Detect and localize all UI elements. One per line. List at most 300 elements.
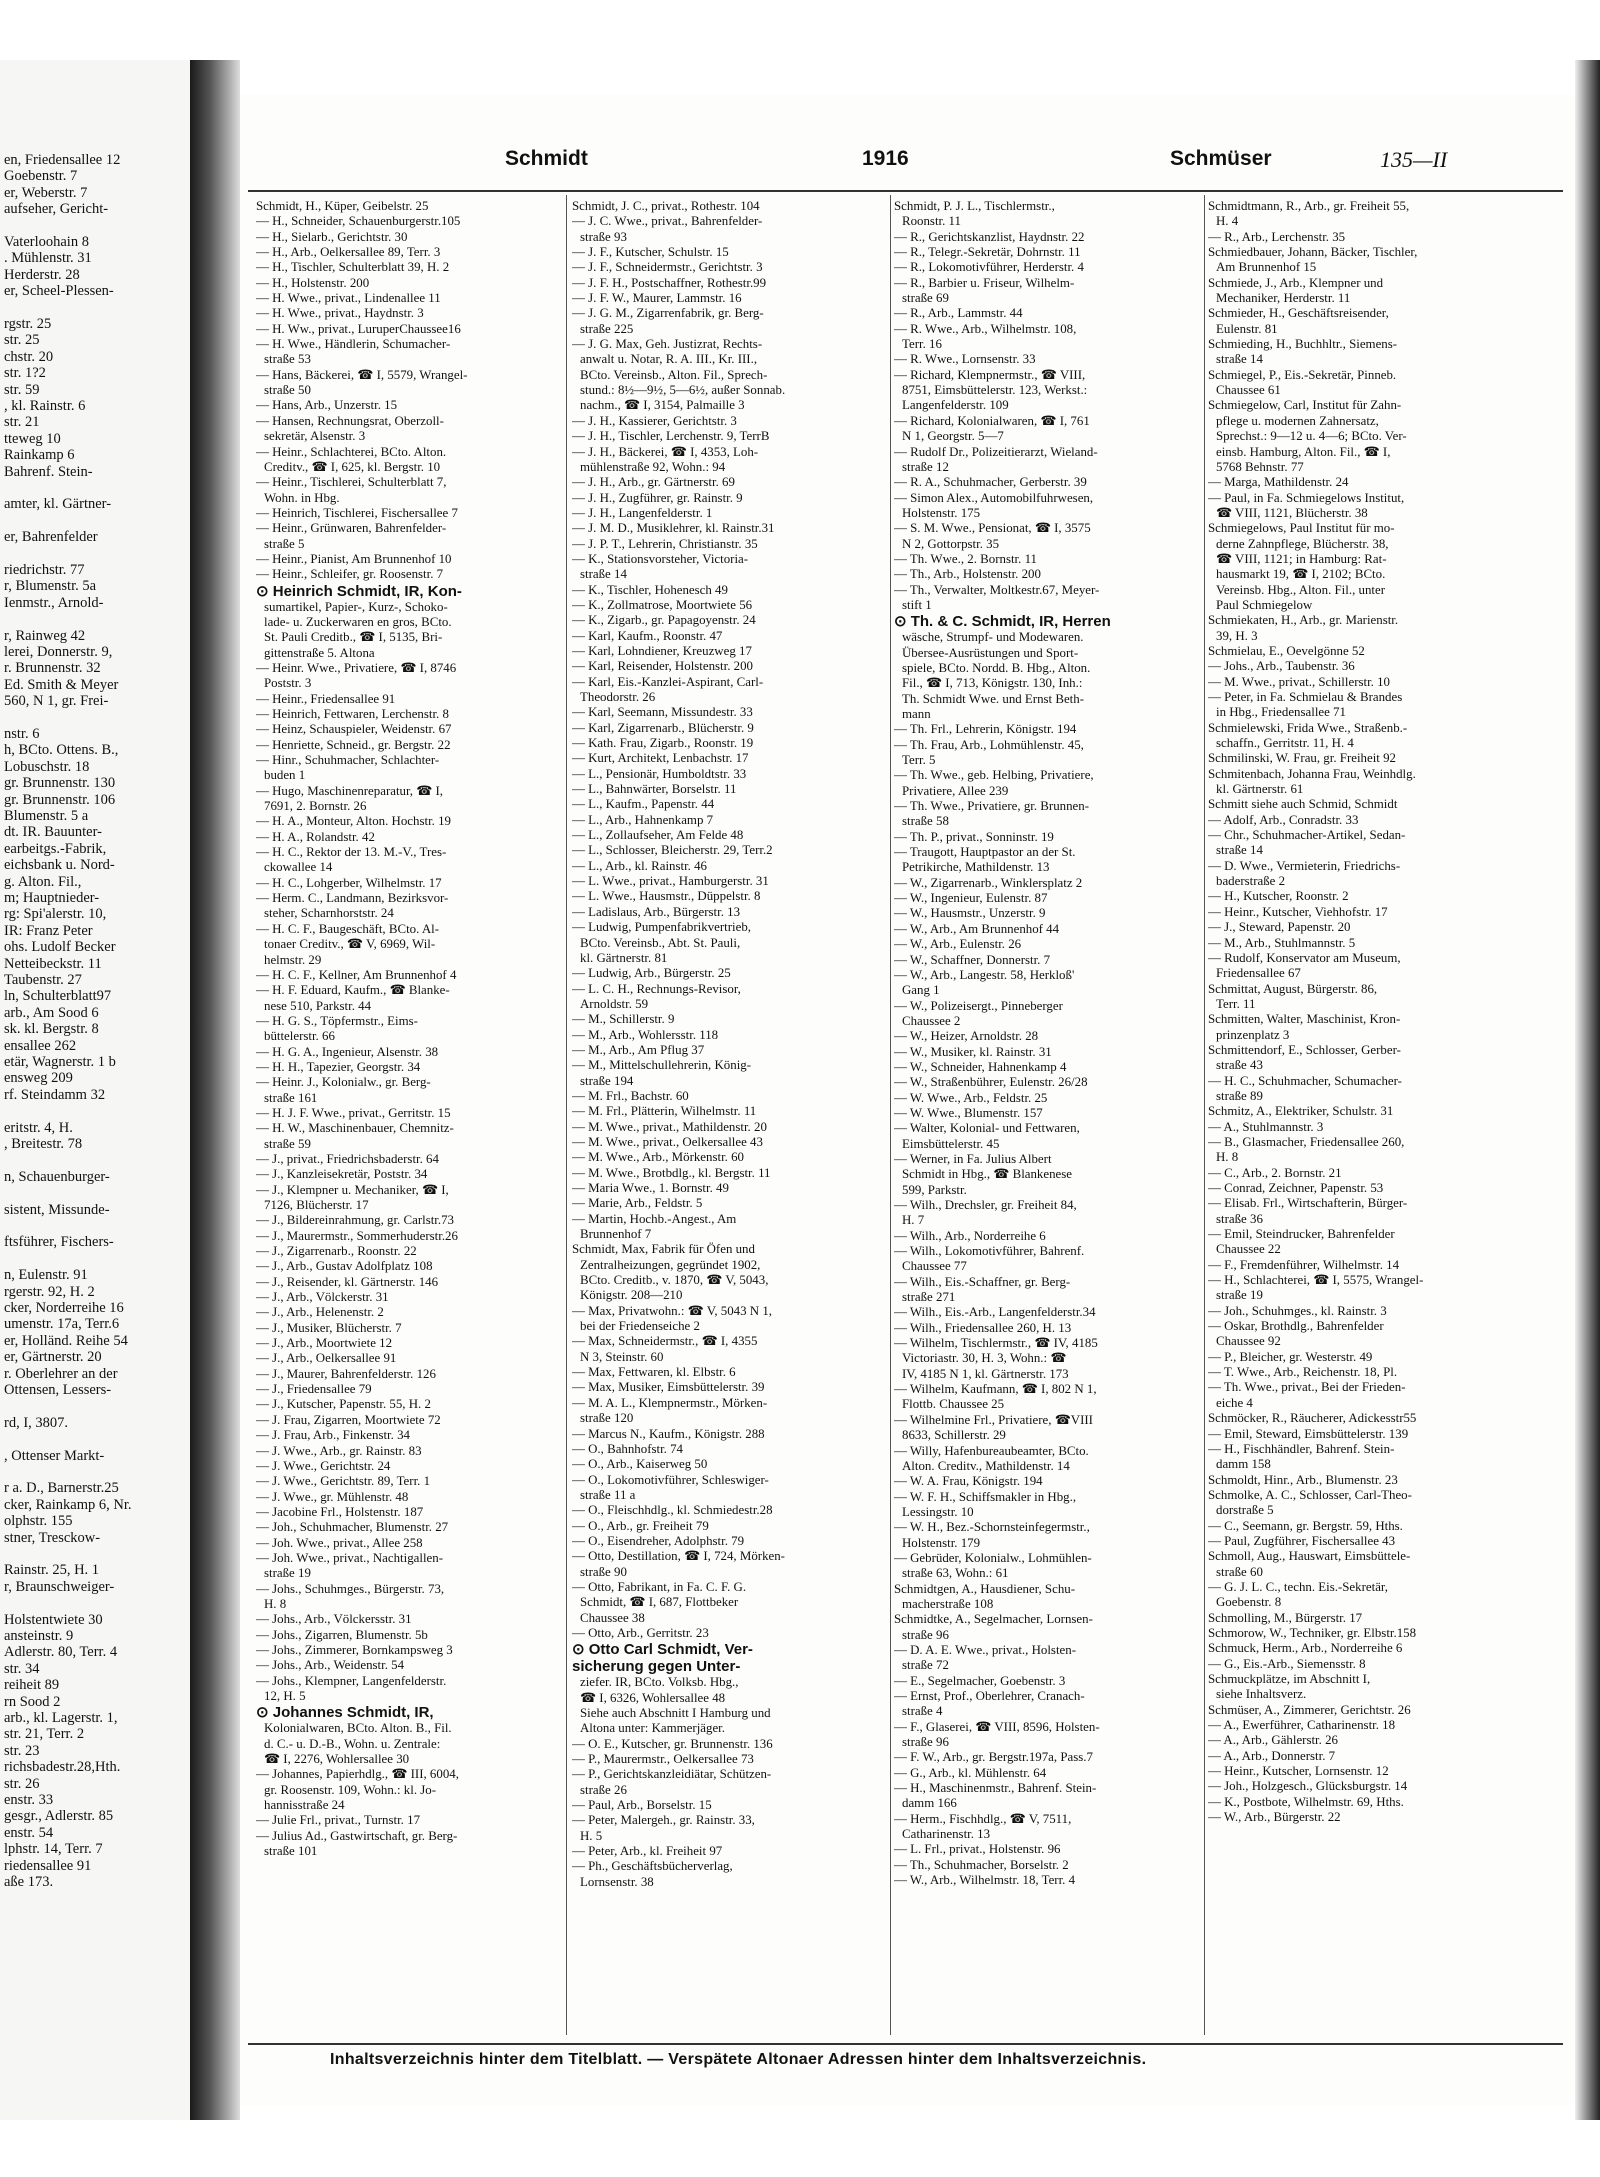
directory-entry: — Richard, Kolonialwaren, ☎ I, 761 (894, 413, 1090, 428)
directory-entry: Am Brunnenhof 15 (1216, 260, 1317, 275)
directory-entry: — Th. Wwe., privat., Bei der Frieden- (1208, 1380, 1406, 1395)
directory-entry: — Heinr. Wwe., Privatiere, ☎ I, 8746 (256, 660, 457, 675)
previous-page-line: Ienmstr., Arnold- (4, 594, 104, 611)
directory-entry: — Wilh., Arb., Norderreihe 6 (894, 1228, 1046, 1243)
directory-entry: — Ludwig, Arb., Bürgerstr. 25 (572, 966, 731, 981)
directory-entry: — J. Wwe., Arb., gr. Rainstr. 83 (256, 1443, 422, 1458)
previous-page-line: umenstr. 17a, Terr.6 (4, 1316, 120, 1333)
directory-entry: Schmidtmann, R., Arb., gr. Freiheit 55, (1208, 199, 1410, 213)
previous-page-line: Rainkamp 6 (4, 447, 75, 464)
directory-entry: — J., privat., Friedrichsbaderstr. 64 (256, 1151, 439, 1166)
directory-entry: Kolonialwaren, BCto. Alton. B., Fil. (264, 1721, 452, 1736)
directory-entry: — Th., Schuhmacher, Borselstr. 2 (894, 1857, 1069, 1872)
previous-page-line: Ed. Smith & Meyer (4, 676, 119, 693)
directory-entry: Terr. 5 (902, 753, 936, 768)
directory-entry: — H. A., Monteur, Alton. Hochstr. 19 (256, 814, 451, 829)
previous-page-line: Netteibeckstr. 11 (4, 955, 102, 972)
directory-entry: — Herm., Fischhdlg., ☎ V, 7511, (894, 1811, 1072, 1826)
directory-entry: straße 14 (1216, 843, 1263, 858)
directory-entry: — W. F. H., Schiffsmakler in Hbg., (894, 1489, 1077, 1504)
directory-entry: — Rudolf, Konservator am Museum, (1208, 950, 1401, 965)
previous-page-line: reiheit 89 (4, 1677, 60, 1694)
directory-entry: Siehe auch Abschnitt I Hamburg und (580, 1706, 771, 1720)
directory-entry: — K., Postbote, Wilhelmstr. 69, Hths. (1208, 1794, 1404, 1809)
directory-entry: mann (902, 707, 931, 721)
directory-entry: — W., Musiker, kl. Rainstr. 31 (894, 1044, 1052, 1059)
directory-entry: kl. Gärtnerstr. 81 (580, 950, 668, 965)
header-right-keyword: Schmüser (1170, 147, 1272, 170)
directory-entry: — J., Bildereinrahmung, gr. Carlstr.73 (256, 1213, 454, 1228)
directory-entry: — J., Steward, Papenstr. 20 (1208, 920, 1351, 935)
directory-entry: — Th. Wwe., Privatiere, gr. Brunnen- (894, 799, 1089, 814)
directory-entry: — Th. Wwe., 2. Bornstr. 11 (894, 551, 1037, 566)
directory-entry: 39, H. 3 (1216, 628, 1258, 643)
directory-entry: — P., Maurermstr., Oelkersallee 73 (572, 1752, 754, 1767)
directory-entry: straße 11 a (580, 1487, 636, 1502)
directory-entry: — H. C. F., Kellner, Am Brunnenhof 4 (256, 967, 457, 982)
previous-page-line: Lobuschstr. 18 (4, 758, 90, 775)
directory-entry: — Paul, Arb., Borselstr. 15 (572, 1798, 712, 1813)
directory-entry: — M., Schillerstr. 9 (572, 1012, 675, 1027)
previous-page-line: r. Brunnenstr. 32 (4, 660, 101, 677)
directory-entry: — W. A. Frau, Königstr. 194 (894, 1474, 1043, 1489)
directory-entry: — Johs., Arb., Weidenstr. 54 (256, 1658, 405, 1673)
previous-page-line: er, Bahrenfelder (4, 529, 98, 546)
directory-entry: — W., Arb., Wilhelmstr. 18, Terr. 4 (894, 1873, 1076, 1888)
directory-entry: — L., Bahnwärter, Borselstr. 11 (572, 782, 737, 797)
directory-entry: BCto. Vereinsb., Abt. St. Pauli, (580, 935, 741, 950)
directory-entry: straße 161 (264, 1090, 318, 1105)
directory-entry: — Heinrich, Tischlerei, Fischersallee 7 (256, 505, 458, 520)
directory-entry: — H., Arb., Oelkersallee 89, Terr. 3 (256, 245, 441, 260)
previous-page-line: rgstr. 25 (4, 316, 52, 332)
directory-entry: hausmarkt 19, ☎ I, 2102; BCto. (1216, 567, 1386, 582)
directory-entry: — J. P. T., Lehrerin, Christianstr. 35 (572, 536, 758, 551)
previous-page-line: rf. Steindamm 32 (4, 1086, 106, 1103)
directory-entry: — K., Tischler, Hohenesch 49 (572, 582, 728, 597)
directory-entry: — Heinr., Grünwaren, Bahrenfelder- (256, 521, 447, 536)
directory-entry: gr. Roosenstr. 109, Wohn.: kl. Jo- (264, 1782, 437, 1797)
directory-entry: — Jacobine Frl., Holstenstr. 187 (256, 1504, 424, 1519)
directory-entry: ckowallee 14 (264, 860, 333, 875)
directory-entry: — W., Arb., Bürgerstr. 22 (1208, 1810, 1341, 1825)
directory-entry: — Johs., Zigarren, Blumenstr. 5b (256, 1627, 428, 1642)
directory-entry: — Peter, Arb., kl. Freiheit 97 (572, 1844, 723, 1859)
previous-page-line: str. 23 (4, 1742, 40, 1759)
directory-entry: — J. F. H., Postschaffner, Rothestr.99 (572, 275, 767, 290)
directory-entry: — M., Arb., Am Pflug 37 (572, 1042, 705, 1057)
directory-entry: — J., Musiker, Blücherstr. 7 (256, 1320, 402, 1335)
directory-entry: derne Zahnpflege, Blücherstr. 38, (1216, 536, 1389, 551)
directory-entry: — O., Lokomotivführer, Schleswiger- (572, 1472, 769, 1487)
directory-entry: Chaussee 92 (1216, 1334, 1281, 1349)
directory-entry: — Marcus N., Kaufm., Königstr. 288 (572, 1426, 765, 1441)
directory-entry: — J. Frau, Arb., Finkenstr. 34 (256, 1428, 410, 1443)
directory-entry: — J., Kanzleisekretär, Poststr. 34 (256, 1167, 428, 1182)
directory-entry: Catharinenstr. 13 (902, 1827, 991, 1842)
directory-entry: wäsche, Strumpf- und Modewaren. (902, 630, 1084, 645)
directory-entry: — Elisab. Frl., Wirtschafterin, Bürger- (1208, 1196, 1408, 1211)
previous-page-line: str. 34 (4, 1660, 40, 1677)
directory-entry: — Richard, Klempnermstr., ☎ VIII, (894, 367, 1086, 382)
directory-entry: — Karl, Seemann, Missundestr. 33 (572, 705, 753, 720)
directory-entry: 7126, Blücherstr. 17 (264, 1198, 369, 1212)
directory-entry: Privatiere, Allee 239 (902, 783, 1009, 798)
directory-entry: — J., Arb., Völckerstr. 31 (256, 1290, 389, 1305)
directory-entry: — Julius Ad., Gastwirtschaft, gr. Berg- (256, 1828, 458, 1843)
directory-entry: H. 8 (264, 1596, 287, 1611)
directory-entry: — Heinr., Schleifer, gr. Roosenstr. 7 (256, 567, 444, 582)
directory-entry: — Max, Fettwaren, kl. Elbstr. 6 (572, 1365, 736, 1380)
directory-entry: — Emil, Steward, Eimsbüttelerstr. 139 (1208, 1426, 1409, 1441)
directory-entry: — G. J. L. C., techn. Eis.-Sekretär, (1208, 1579, 1388, 1594)
directory-entry: — J. F., Schneidermstr., Gerichtstr. 3 (572, 260, 763, 275)
previous-page-line: eritstr. 4, H. (4, 1119, 73, 1136)
directory-entry: — Julie Frl., privat., Turnstr. 17 (256, 1813, 421, 1828)
directory-entry: — Th., Arb., Holstenstr. 200 (894, 567, 1041, 582)
directory-entry: — W., Ingenieur, Eulenstr. 87 (894, 891, 1048, 906)
directory-entry: einsb. Hamburg, Alton. Fil., ☎ I, (1216, 444, 1391, 459)
previous-page-line: cker, Norderreihe 16 (4, 1300, 124, 1316)
directory-entry: — Joh., Schuhmacher, Blumenstr. 27 (256, 1520, 449, 1535)
previous-page-line: r, Rainweg 42 (4, 627, 86, 644)
directory-entry: — Ladislaus, Arb., Bürgerstr. 13 (572, 904, 741, 919)
directory-entry: — W., Zigarrenarb., Winklersplatz 2 (894, 875, 1083, 890)
directory-entry: — Heinr., Kutscher, Lornsenstr. 12 (1208, 1764, 1389, 1779)
directory-entry: — Heinr., Friedensallee 91 (256, 691, 396, 706)
directory-entry: eiche 4 (1216, 1395, 1253, 1410)
column-rule (890, 195, 891, 2035)
directory-entry: 12, H. 5 (264, 1689, 306, 1703)
directory-entry: — L., Pensionär, Humboldtstr. 33 (572, 766, 747, 781)
directory-entry: sekretär, Alsenstr. 3 (264, 429, 366, 444)
directory-entry: — C., Arb., 2. Bornstr. 21 (1208, 1165, 1342, 1180)
directory-entry: — Joh. Wwe., privat., Nachtigallen- (256, 1550, 443, 1565)
directory-entry: — Hinr., Schuhmacher, Schlachter- (256, 753, 440, 768)
directory-entry: — L. Wwe., Hausmstr., Düppelstr. 8 (572, 889, 761, 904)
directory-entry: — H. Ww., privat., LuruperChaussee16 (256, 321, 461, 336)
directory-entry: — L. C. H., Rechnungs-Revisor, (572, 981, 741, 996)
previous-page-line: str. 25 (4, 332, 40, 349)
directory-entry: 8633, Schillerstr. 29 (902, 1428, 1006, 1443)
directory-entry: — H. H., Tapezier, Georgstr. 34 (256, 1059, 421, 1074)
directory-entry: straße 93 (580, 229, 627, 244)
directory-entry: — Chr., Schuhmacher-Artikel, Sedan- (1208, 828, 1406, 843)
directory-entry: — L., Kaufm., Papenstr. 44 (572, 797, 715, 812)
directory-entry: macherstraße 108 (902, 1596, 994, 1611)
directory-entry: gittenstraße 5. Altona (264, 645, 375, 660)
directory-entry: — W. H., Bez.-Schornsteinfegermstr., (894, 1520, 1090, 1535)
directory-entry: — Johs., Klempner, Langenfelderstr. (256, 1673, 447, 1688)
directory-entry: — T. Wwe., Arb., Reichenstr. 18, Pl. (1208, 1365, 1398, 1380)
directory-entry: straße 101 (264, 1844, 318, 1859)
directory-entry: Terr. 16 (902, 337, 942, 352)
directory-entry: siehe Inhaltsverz. (1216, 1687, 1307, 1702)
directory-entry: spiele, BCto. Nordd. B. Hbg., Alton. (902, 660, 1091, 675)
previous-page-line: Ottensen, Lessers- (4, 1382, 112, 1398)
directory-entry: Lornsenstr. 38 (580, 1874, 654, 1889)
previous-page-line: rd, I, 3807. (4, 1414, 69, 1431)
directory-entry: — L. Frl., privat., Holstenstr. 96 (894, 1842, 1061, 1857)
directory-entry: — Th., Verwalter, Moltkestr.67, Meyer- (894, 582, 1100, 597)
directory-entry: — Karl, Lohndiener, Kreuzweg 17 (572, 643, 752, 658)
directory-entry: straße 194 (580, 1073, 634, 1088)
directory-entry: straße 19 (1216, 1288, 1263, 1303)
directory-entry: — Johs., Arb., Taubenstr. 36 (1208, 659, 1355, 674)
directory-entry: — M. Wwe., Arb., Mörkenstr. 60 (572, 1150, 744, 1165)
previous-page-line: r a. D., Barnerstr.25 (4, 1480, 119, 1497)
directory-entry: — K., Zollmatrose, Moortwiete 56 (572, 597, 753, 612)
directory-entry: — H., Fischhändler, Bahrenf. Stein- (1208, 1441, 1395, 1456)
directory-entry: Schmöcker, R., Räucherer, Adickesstr55 (1208, 1411, 1417, 1426)
previous-page-line: lphstr. 14, Terr. 7 (4, 1841, 103, 1858)
directory-entry: — M., Arb., Stuhlmannstr. 5 (1208, 935, 1356, 950)
directory-entry: — H., Holstenstr. 200 (256, 275, 370, 290)
previous-page-line: nstr. 6 (4, 726, 40, 742)
directory-entry: Schmidt, ☎ I, 687, Flottbeker (580, 1595, 739, 1610)
directory-entry: — Heinrich, Fettwaren, Lerchenstr. 8 (256, 707, 449, 721)
directory-entry: — H., Maschinenmstr., Bahrenf. Stein- (894, 1781, 1097, 1796)
directory-entry: straße 271 (902, 1290, 956, 1305)
directory-entry: prinzenplatz 3 (1216, 1027, 1290, 1042)
directory-entry: — J. H., Arb., gr. Gärtnerstr. 69 (572, 475, 735, 490)
directory-entry: — J., Reisender, kl. Gärtnerstr. 146 (256, 1274, 439, 1289)
directory-entry: — M., Mittelschullehrerin, König- (572, 1058, 752, 1073)
directory-entry: — Ernst, Prof., Oberlehrer, Cranach- (894, 1689, 1085, 1703)
directory-entry: steher, Scharnhorststr. 24 (264, 906, 394, 921)
directory-entry: — J. H., Zugführer, gr. Rainstr. 9 (572, 490, 743, 505)
directory-entry: — R. A., Schuhmacher, Gerberstr. 39 (894, 475, 1087, 490)
directory-entry: — Oskar, Brothdlg., Bahrenfelder (1208, 1319, 1384, 1334)
directory-entry: — A., Arb., Donnerstr. 7 (1208, 1748, 1336, 1763)
directory-entry: Altona unter: Kammerjäger. (580, 1721, 725, 1736)
directory-entry: — O., Eisendreher, Adolphstr. 79 (572, 1533, 745, 1548)
directory-entry: nese 510, Parkstr. 44 (264, 998, 372, 1013)
directory-entry: — H. A., Rolandstr. 42 (256, 829, 375, 844)
previous-page-line: stner, Tresckow- (4, 1529, 101, 1546)
previous-page-line: . Mühlenstr. 31 (4, 250, 92, 267)
directory-entry: straße 4 (902, 1704, 943, 1719)
directory-entry: straße 14 (580, 567, 627, 582)
directory-entry: — J. H., Bäckerei, ☎ I, 4353, Loh- (572, 444, 759, 459)
directory-entry: Schmolke, A. C., Schlosser, Carl-Theo- (1208, 1487, 1412, 1502)
directory-entry: — H., Tischler, Schulterblatt 39, H. 2 (256, 260, 450, 275)
directory-entry: — J. F. W., Maurer, Lammstr. 16 (572, 291, 742, 306)
directory-entry: — R., Barbier u. Friseur, Wilhelm- (894, 275, 1075, 290)
directory-entry: Wohn. in Hbg. (264, 490, 340, 505)
directory-entry: Goebenstr. 8 (1216, 1595, 1282, 1610)
directory-entry: Schmieder, H., Geschäftsreisender, (1208, 306, 1389, 321)
directory-entry: stund.: 8½—9½, 5—6½, außer Sonnab. (580, 383, 786, 398)
directory-entry: — Hugo, Maschinenreparatur, ☎ I, (256, 783, 444, 798)
directory-entry: — Walter, Kolonial- und Fettwaren, (894, 1121, 1080, 1136)
directory-entry: — Wilhelm, Kaufmann, ☎ I, 802 N 1, (894, 1382, 1097, 1397)
directory-entry: — J., Friedensallee 79 (256, 1382, 372, 1397)
directory-entry: — B., Glasmacher, Friedensallee 260, (1208, 1134, 1405, 1149)
directory-entry: — Paul, in Fa. Schmiegelows Institut, (1208, 490, 1405, 505)
previous-page-line: str. 59 (4, 381, 40, 398)
directory-entry: N 3, Steinstr. 60 (580, 1349, 664, 1364)
directory-entry: — Rudolf Dr., Polizeitierarzt, Wieland- (894, 444, 1098, 459)
book-gutter (190, 60, 240, 2120)
directory-entry: Lessingstr. 10 (902, 1504, 974, 1519)
directory-entry: buden 1 (264, 768, 306, 783)
directory-entry: — Joh. Wwe., privat., Allee 258 (256, 1535, 423, 1550)
directory-entry: — H. Wwe., privat., Lindenallee 11 (256, 291, 441, 306)
previous-page-edge (0, 60, 196, 2120)
directory-entry: — R., Telegr.-Sekretär, Dohrnstr. 11 (894, 245, 1081, 260)
directory-entry: — Henriette, Schneid., gr. Bergstr. 22 (256, 737, 451, 752)
directory-entry: straße 96 (902, 1627, 949, 1642)
directory-entry: H. 5 (580, 1828, 603, 1843)
previous-page-line: aße 173. (4, 1874, 54, 1890)
previous-page-line: amter, kl. Gärtner- (4, 496, 112, 513)
directory-entry: — L., Zollaufseher, Am Felde 48 (572, 828, 744, 843)
directory-entry: — A., Arb., Gählerstr. 26 (1208, 1733, 1338, 1748)
directory-entry: — Werner, in Fa. Julius Albert (894, 1151, 1052, 1166)
directory-entry: — J. Wwe., Gerichtstr. 24 (256, 1458, 391, 1473)
directory-entry: — J. F., Kutscher, Schulstr. 15 (572, 245, 729, 260)
directory-entry: Creditv., ☎ I, 625, kl. Bergstr. 10 (264, 459, 441, 474)
directory-entry: straße 5 (264, 536, 305, 551)
directory-entry: d. C.- u. D.-B., Wohn. u. Zentrale: (264, 1736, 441, 1751)
directory-entry: — Karl, Zigarrenarb., Blücherstr. 9 (572, 720, 754, 735)
footer-note: Inhaltsverzeichnis hinter dem Titelblatt. — Verspätete Altonaer Adressen hinter dem Inhaltsverzeichnis. (330, 2051, 1147, 2068)
directory-entry: Chaussee 77 (902, 1259, 967, 1274)
previous-page-line: ohs. Ludolf Becker (4, 939, 116, 956)
directory-entry: — Peter, Malergeh., gr. Rainstr. 33, (572, 1813, 755, 1828)
previous-page-line: lerei, Donnerstr. 9, (4, 644, 113, 660)
directory-entry: — H., Kutscher, Roonstr. 2 (1208, 889, 1349, 904)
directory-entry: — S. M. Wwe., Pensionat, ☎ I, 3575 (894, 521, 1091, 536)
directory-entry: — F., Glaserei, ☎ VIII, 8596, Holsten- (894, 1719, 1100, 1734)
directory-entry: Theodorstr. 26 (580, 690, 656, 704)
previous-page-line: eichsbank u. Nord- (4, 857, 115, 874)
directory-entry: — W., Arb., Eulenstr. 26 (894, 937, 1022, 952)
header-year: 1916 (862, 147, 909, 170)
directory-entry: Schmidtgen, A., Hausdiener, Schu- (894, 1581, 1075, 1596)
directory-entry: — W., Arb., Am Brunnenhof 44 (894, 921, 1060, 936)
directory-entry: — Wilh., Eis.-Schaffner, gr. Berg- (894, 1274, 1071, 1289)
directory-entry: ☎ VIII, 1121, Blücherstr. 38 (1216, 505, 1368, 520)
directory-entry: straße 72 (902, 1658, 949, 1673)
directory-entry: — W., Hausmstr., Unzerstr. 9 (894, 906, 1046, 921)
directory-entry: Terr. 11 (1216, 996, 1256, 1011)
directory-entry: — Otto, Destillation, ☎ I, 724, Mörken- (572, 1549, 785, 1564)
previous-page-line: ansteinstr. 9 (4, 1628, 74, 1644)
previous-page-line: er, Scheel-Plessen- (4, 283, 114, 300)
directory-entry: — J. H., Tischler, Lerchenstr. 9, TerrB (572, 429, 770, 444)
directory-entry: Holstenstr. 179 (902, 1535, 981, 1550)
directory-entry: damm 158 (1216, 1457, 1271, 1472)
directory-entry: — J., Klempner u. Mechaniker, ☎ I, (256, 1182, 449, 1197)
directory-entry: — Martin, Hochb.-Angest., Am (572, 1211, 737, 1226)
directory-entry: Chaussee 22 (1216, 1242, 1281, 1257)
directory-entry: Schmiede, J., Arb., Klempner und (1208, 275, 1384, 290)
directory-entry: Schmidt, H., Küper, Geibelstr. 25 (256, 199, 429, 213)
previous-page-line: riedensallee 91 (4, 1857, 92, 1874)
directory-entry: schaffn., Gerritstr. 11, H. 4 (1216, 736, 1354, 751)
directory-entry: straße 12 (902, 459, 949, 474)
directory-entry: Roonstr. 11 (902, 214, 961, 229)
directory-entry: — H. G. S., Töpfermstr., Eims- (256, 1013, 418, 1028)
directory-entry: straße 89 (1216, 1088, 1263, 1103)
directory-entry: — J., Maurer, Bahrenfelderstr. 126 (256, 1366, 436, 1381)
directory-entry: — Hans, Arb., Unzerstr. 15 (256, 398, 398, 413)
directory-entry: N 2, Gottorpstr. 35 (902, 536, 1000, 551)
previous-page-line: Blumenstr. 5 a (4, 808, 89, 824)
directory-entry: — Marga, Mathildenstr. 24 (1208, 475, 1349, 490)
directory-entry: Schmorow, W., Techniker, gr. Elbstr.158 (1208, 1625, 1417, 1640)
previous-page-line: 560, N 1, gr. Frei- (4, 693, 109, 710)
directory-entry: — J. Frau, Zigarren, Moortwiete 72 (256, 1412, 441, 1427)
directory-entry: dorstraße 5 (1216, 1503, 1274, 1518)
directory-entry: — Johs., Zimmerer, Bornkampsweg 3 (256, 1642, 453, 1657)
previous-page-line: etär, Wagnerstr. 1 b (4, 1054, 116, 1070)
directory-entry: — J. M. D., Musiklehrer, kl. Rainstr.31 (572, 521, 775, 536)
previous-page-line: olphstr. 155 (4, 1513, 73, 1530)
previous-page-line: Adlerstr. 80, Terr. 4 (4, 1644, 118, 1661)
directory-entry: — Th. Frau, Arb., Lohmühlenstr. 45, (894, 737, 1084, 752)
previous-page-line: Herderstr. 28 (4, 266, 80, 283)
directory-entry: Schmitten, Walter, Maschinist, Kron- (1208, 1012, 1401, 1027)
previous-page-line: sistent, Missunde- (4, 1201, 110, 1218)
previous-page-line: r, Blumenstr. 5a (4, 578, 97, 595)
previous-page-line: er, Holländ. Reihe 54 (4, 1332, 128, 1349)
directory-entry: — H. Wwe., privat., Haydnstr. 3 (256, 306, 424, 321)
directory-entry: Schmidt, Max, Fabrik für Öfen und (572, 1242, 755, 1257)
directory-entry: — M. Wwe., privat., Mathildenstr. 20 (572, 1119, 767, 1134)
directory-entry: — D. Wwe., Vermieterin, Friedrichs- (1208, 858, 1401, 873)
previous-page-line: dt. IR. Bauunter- (4, 824, 102, 841)
directory-entry: Schmidt in Hbg., ☎ Blankenese (902, 1167, 1073, 1182)
directory-entry: hannisstraße 24 (264, 1798, 345, 1813)
directory-entry: — Traugott, Hauptpastor an der St. (894, 845, 1076, 860)
directory-entry: ⊙ Th. & C. Schmidt, IR, Herren (894, 613, 1111, 631)
footer-rule (248, 2043, 1563, 2045)
previous-page-line: Bahrenf. Stein- (4, 463, 93, 480)
directory-entry: — H. C., Lohgerber, Wilhelmstr. 17 (256, 875, 442, 890)
directory-entry: — F. W., Arb., gr. Bergstr.197a, Pass.7 (894, 1750, 1093, 1765)
directory-entry: Schmuckplätze, im Abschnitt I, (1208, 1672, 1371, 1686)
directory-entry: — M., Arb., Wohlersstr. 118 (572, 1027, 719, 1042)
directory-entry: Schmiegel, P., Eis.-Sekretär, Pinneb. (1208, 367, 1397, 382)
directory-entry: Friedensallee 67 (1216, 966, 1301, 981)
directory-entry: — Hans, Bäckerei, ☎ I, 5579, Wrangel- (256, 367, 468, 382)
directory-entry: ☎ I, 2276, Wohlersallee 30 (264, 1752, 410, 1767)
header-rule (248, 190, 1563, 192)
directory-entry: IV, 4185 N 1, kl. Gärtnerstr. 173 (902, 1366, 1069, 1381)
directory-entry: — H. G. A., Ingenieur, Alsenstr. 38 (256, 1044, 439, 1059)
directory-entry: kl. Gärtnerstr. 61 (1216, 782, 1304, 797)
directory-entry: — J. H., Kassierer, Gerichtstr. 3 (572, 413, 737, 428)
directory-entry: — Willy, Hafenbureaubeamter, BCto. (894, 1443, 1089, 1458)
previous-page-line: Rainstr. 25, H. 1 (4, 1562, 100, 1579)
previous-page-line: ftsführer, Fischers- (4, 1234, 114, 1251)
previous-page-line: ln, Schulterblatt97 (4, 988, 112, 1005)
directory-column-4 (1208, 199, 1568, 1825)
directory-entry: straße 69 (902, 291, 949, 306)
header-left-keyword: Schmidt (505, 147, 588, 170)
directory-entry: — Joh., Holzgesch., Glücksburgstr. 14 (1208, 1779, 1408, 1794)
directory-entry: damm 166 (902, 1796, 957, 1811)
previous-page-line: n, Schauenburger- (4, 1168, 110, 1185)
directory-entry: Schmieding, H., Buchhltr., Siemens- (1208, 337, 1398, 352)
directory-entry: — M. Wwe., privat., Schillerstr. 10 (1208, 674, 1390, 689)
directory-entry: Zentralheizungen, gegründet 1902, (580, 1257, 761, 1272)
directory-entry: Alton. Creditv., Mathildenstr. 14 (902, 1458, 1070, 1473)
directory-entry: — J., Maurermstr., Sommerhuderstr.26 (256, 1228, 458, 1243)
